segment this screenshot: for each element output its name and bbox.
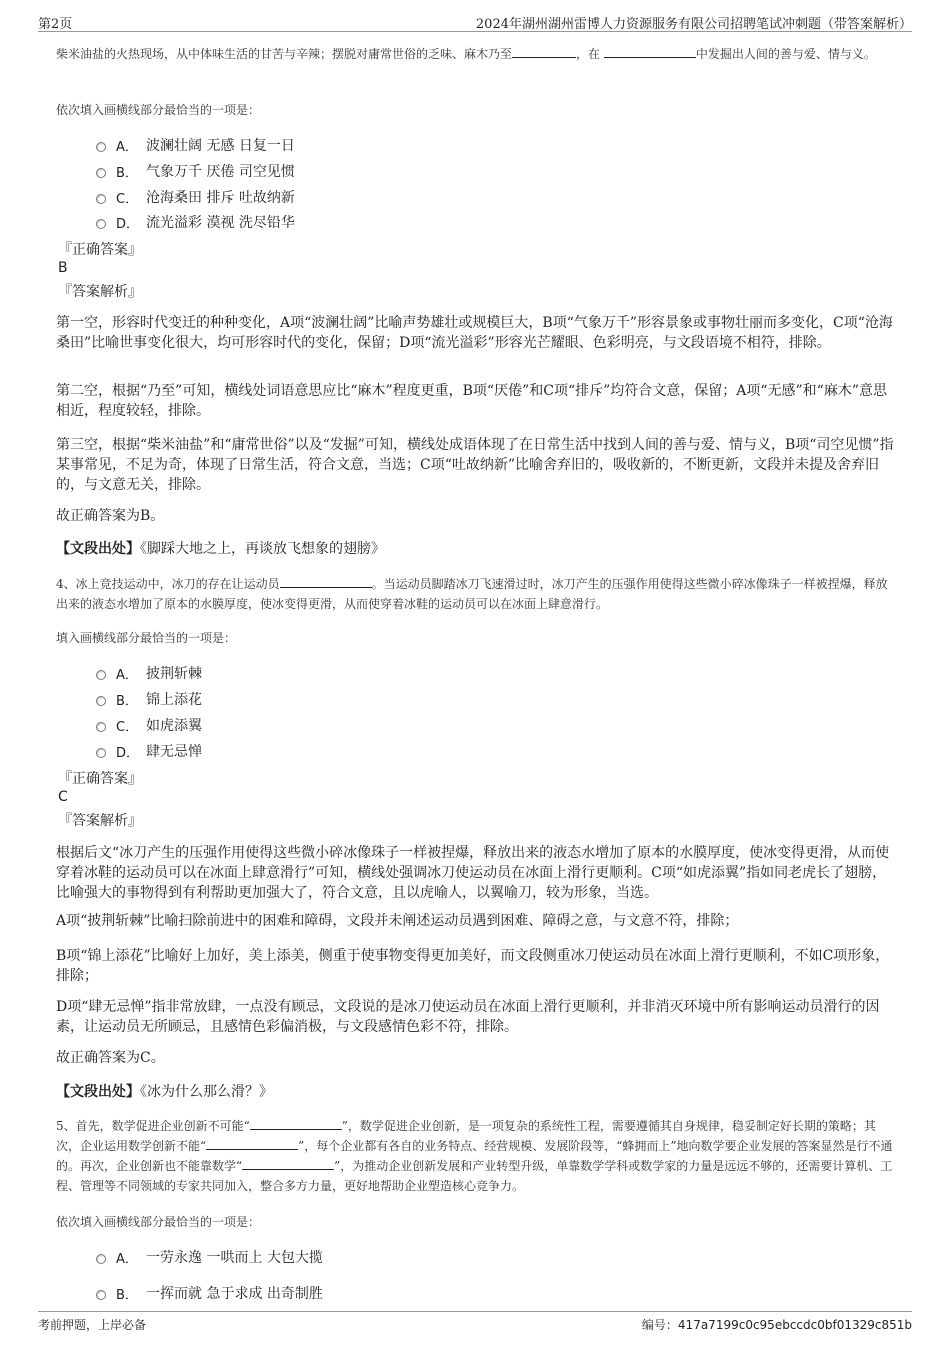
q5-option-b[interactable]: B． 一挥而就 急于求成 出奇制胜 [96,1283,323,1303]
q5-stem: 5、首先，数学促进企业创新不可能“ ”，数学促进企业创新，是一项复杂的系统性工程，需要遵循其自身规律，稳妥制定好长期的策略；其次，企业运用数学创新不能“ ”，每个企业都有各自的业务特点、经营规模、发展阶段等，“蜂拥而上”地向数学要企业发展的答案显然是行不通的。再次，企业创新也不能靠数学“ ”，为推动企业创新发展和产业转型升级，单靠数学学科或数学家的力量是远远不够的，还需要计算机、工程、管理等不同领域的专家共同加入，整合多方力量，更好地帮助企业塑造核心竞争力。 [56,1116,894,1196]
analysis-label: 『答案解析』 [58,284,142,300]
radio-icon[interactable] [96,1254,106,1264]
q4-option-d[interactable]: D． 肆无忌惮 [96,741,202,761]
radio-icon[interactable] [96,194,106,204]
radio-icon[interactable] [96,142,106,152]
page-header [38,8,912,32]
analysis-paragraph: A项“披荆斩棘”比喻扫除前进中的困难和障碍，文段并未阐述运动员遇到困难、障碍之意，与文意不符，排除； [56,913,739,929]
radio-icon[interactable] [96,670,106,680]
q4-option-a[interactable]: A． 披荆斩棘 [96,663,202,683]
analysis-paragraph: B项“锦上添花”比喻好上加好，美上添美，侧重于使事物变得更加美好，而文段侧重冰刀使运动员在冰面上滑行更顺利，不如C项形象，排除； [56,948,890,984]
text-source: 【文段出处】《脚踩大地之上，再谈放飞想象的翅膀》 [56,541,385,557]
q3-option-a[interactable]: A． 波澜壮阔 无感 日复一日 [96,135,295,155]
analysis-conclusion: 故正确答案为B。 [56,508,165,524]
analysis-paragraph: 第三空，根据“柴米油盐”和“庸常世俗”以及“发掘”可知，横线处成语体现了在日常生活中找到人间的善与爱、情与义，B项“司空见惯”指某事常见，不足为奇，体现了日常生活，符合文意，当选；C项“吐故纳新”比喻舍弃旧的，吸收新的，不断更新，文段并未提及舍弃旧的，与文意无关，排除。 [56,437,894,493]
q3-prompt: 依次填入画横线部分最恰当的一项是： [56,103,261,117]
analysis-conclusion: 故正确答案为C。 [56,1050,165,1066]
correct-answer-label: 『正确答案』 [58,242,142,258]
q3-stem: 柴米油盐的火热现场，从中体味生活的甘苦与辛辣；摆脱对庸常世俗的乏味、麻木乃至 ，在 中发掘出人间的善与爱、情与义。 [56,44,894,64]
radio-icon[interactable] [96,748,106,758]
radio-icon[interactable] [96,1290,106,1300]
analysis-paragraph: 根据后文“冰刀产生的压强作用使得这些微小碎冰像珠子一样被捏爆，释放出来的液态水增加了原本的水膜厚度，使冰变得更滑，从而使穿着冰鞋的运动员可以在冰面上肆意滑行”可知，横线处强调冰刀使运动员在冰面上滑行更顺利。C项“如虎添翼”指如同老虎长了翅膀，比喻强大的事物得到有利帮助更加强大了，符合文意，且以虎喻人，以翼喻刀，较为形象，当选。 [56,845,890,901]
radio-icon[interactable] [96,722,106,732]
q4-option-b[interactable]: B． 锦上添花 [96,689,202,709]
q3-option-c[interactable]: C． 沧海桑田 排斥 吐故纳新 [96,187,295,207]
correct-answer: C [58,789,68,805]
q4-stem: 4、冰上竞技运动中，冰刀的存在让运动员 。当运动员脚踏冰刀飞速滑过时，冰刀产生的压强作用使得这些微小碎冰像珠子一样被捏爆，释放出来的液态水增加了原本的水膜厚度，使冰变得更滑，从而使穿着冰鞋的运动员可以在冰面上肆意滑行。 [56,574,894,614]
q3-option-b[interactable]: B． 气象万千 厌倦 司空见惯 [96,161,295,181]
q5-option-a[interactable]: A． 一劳永逸 一哄而上 大包大揽 [96,1247,323,1267]
analysis-paragraph: D项“肆无忌惮”指非常放肆，一点没有顾忌，文段说的是冰刀使运动员在冰面上滑行更顺利，并非消灭环境中所有影响运动员滑行的因素，让运动员无所顾忌，且感情色彩偏消极，与文段感情色彩不符，排除。 [56,999,880,1035]
correct-answer-label: 『正确答案』 [58,771,142,787]
fill-blank [242,1156,334,1170]
q5-prompt: 依次填入画横线部分最恰当的一项是： [56,1215,261,1229]
page-footer [38,1311,912,1339]
q3-option-d[interactable]: D． 流光溢彩 漠视 洗尽铅华 [96,212,295,232]
fill-blank [604,44,696,58]
text-source: 【文段出处】《冰为什么那么滑？》 [56,1084,273,1100]
q4-prompt: 填入画横线部分最恰当的一项是： [56,631,237,645]
fill-blank [280,574,372,588]
analysis-label: 『答案解析』 [58,813,142,829]
radio-icon[interactable] [96,219,106,229]
page-number: 第2页 [38,17,73,32]
fill-blank [512,44,576,58]
correct-answer: B [58,260,68,276]
radio-icon[interactable] [96,696,106,706]
footer-slogan: 考前押题，上岸必备 [38,1318,147,1332]
analysis-paragraph: 第二空，根据“乃至”可知，横线处词语意思应比“麻木”程度更重，B项“厌倦”和C项“排斥”均符合文意，保留；A项“无感”和“麻木”意思相近，程度较轻，排除。 [56,383,887,419]
fill-blank [206,1136,298,1150]
document-code: 编号：417a7199c0c95ebccdc0bf01329c851b [641,1318,912,1332]
fill-blank [250,1116,342,1130]
q4-option-c[interactable]: C． 如虎添翼 [96,715,202,735]
analysis-paragraph: 第一空，形容时代变迁的种种变化，A项“波澜壮阔”比喻声势雄壮或规模巨大，B项“气象万千”形容景象或事物壮丽而多变化，C项“沧海桑田”比喻世事变化很大，均可形容时代的变化，保留；D项“流光溢彩”形容光芒耀眼、色彩明亮，与文段语境不相符，排除。 [56,315,893,351]
document-title: 2024年湖州湖州雷博人力资源服务有限公司招聘笔试冲刺题（带答案解析） [475,17,912,32]
radio-icon[interactable] [96,168,106,178]
